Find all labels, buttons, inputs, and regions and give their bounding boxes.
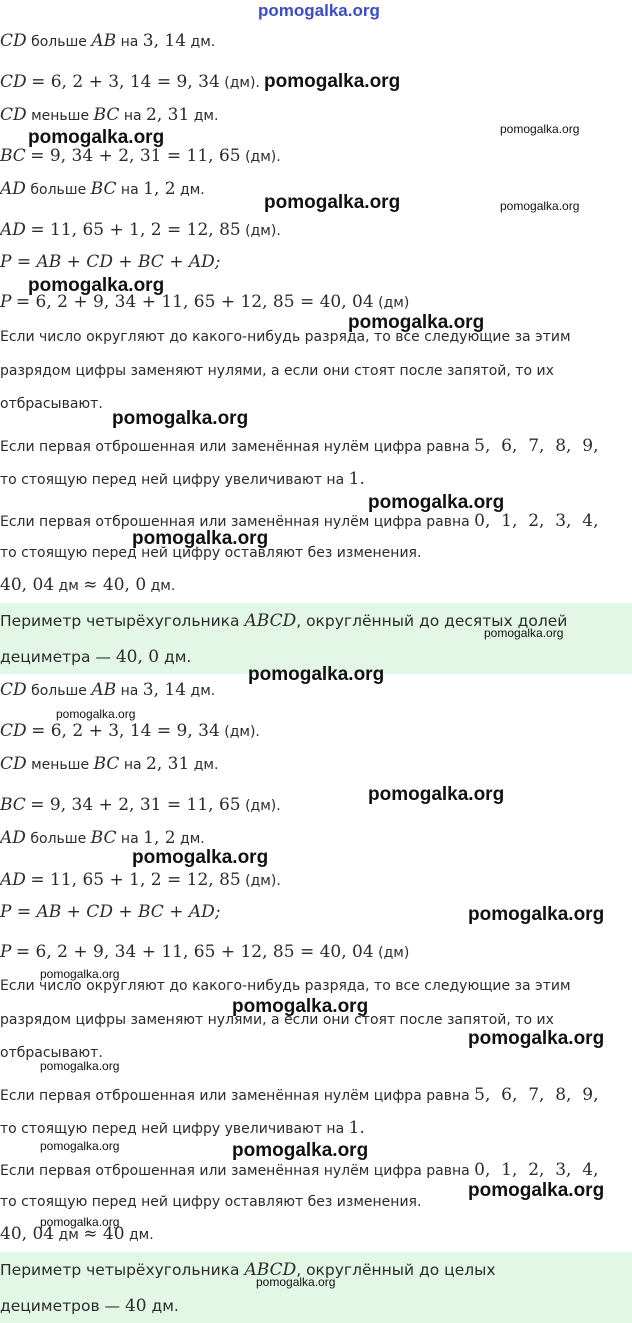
equation-line: BC = 9, 34 + 2, 31 = 11, 65 (дм).	[0, 795, 281, 815]
watermark: pomogalka.org	[368, 784, 505, 805]
equation-line: AD = 11, 65 + 1, 2 = 12, 85 (дм).	[0, 220, 281, 240]
watermark: pomogalka.org	[248, 664, 385, 685]
rule-text: отбрасывают.	[0, 396, 103, 412]
watermark: pomogalka.org	[468, 1180, 605, 1201]
top-watermark: pomogalka.org	[258, 1, 380, 20]
equation-line: AD = 11, 65 + 1, 2 = 12, 85 (дм).	[0, 870, 281, 890]
watermark: pomogalka.org	[132, 528, 269, 549]
equation-line: CD = 6, 2 + 3, 14 = 9, 34 (дм).	[0, 72, 260, 92]
watermark: pomogalka.org	[112, 408, 249, 429]
equation-line: P = 6, 2 + 9, 34 + 11, 65 + 12, 85 = 40, 04 (дм)	[0, 292, 410, 312]
watermark: pomogalka.org	[264, 192, 401, 213]
watermark: pomogalka.org	[500, 122, 580, 136]
rule-text: отбрасывают.	[0, 1045, 103, 1061]
rule-text: Если первая отброшенная или заменённая нулём цифра равна 0, 1, 2, 3, 4,	[0, 511, 599, 531]
answer-text: Периметр четырёхугольника ABCD, округлённый до целых	[0, 1260, 496, 1280]
watermark: pomogalka.org	[368, 492, 505, 513]
rule-text: разрядом цифры заменяют нулями, а если они стоят после запятой, то их	[0, 363, 554, 379]
watermark: pomogalka.org	[28, 127, 165, 148]
rule-text: Если первая отброшенная или заменённая нулём цифра равна 5, 6, 7, 8, 9,	[0, 1085, 599, 1105]
text-line: CD меньше BC на 2, 31 дм.	[0, 754, 219, 774]
answer-text: Периметр четырёхугольника ABCD, округлённый до десятых долей	[0, 611, 568, 631]
watermark: pomogalka.org	[40, 967, 120, 981]
equation-line: CD = 6, 2 + 3, 14 = 9, 34 (дм).	[0, 721, 260, 741]
text-line: AD больше BC на 1, 2 дм.	[0, 179, 205, 199]
watermark: pomogalka.org	[40, 1215, 120, 1229]
rule-text: разрядом цифры заменяют нулями, а если они стоят после запятой, то их	[0, 1012, 554, 1028]
text-line: CD больше AB на 3, 14 дм.	[0, 680, 216, 700]
watermark: pomogalka.org	[40, 1139, 120, 1153]
watermark: pomogalka.org	[28, 275, 165, 296]
approx-line: 40, 04 дм ≈ 40 дм.	[0, 1224, 154, 1244]
text-line: CD больше AB на 3, 14 дм.	[0, 31, 216, 51]
rule-text: Если число округляют до какого-нибудь разряда, то все следующие за этим	[0, 978, 571, 994]
equation-line: P = AB + CD + BC + AD;	[0, 252, 221, 272]
watermark: pomogalka.org	[484, 626, 564, 640]
equation-line: P = AB + CD + BC + AD;	[0, 902, 221, 922]
equation-line: P = 6, 2 + 9, 34 + 11, 65 + 12, 85 = 40, 04 (дм)	[0, 942, 410, 962]
answer-text: дециметров — 40 дм.	[0, 1296, 179, 1316]
watermark: pomogalka.org	[500, 199, 580, 213]
text-line: CD меньше BC на 2, 31 дм.	[0, 105, 219, 125]
rule-text: Если первая отброшенная или заменённая нулём цифра равна 0, 1, 2, 3, 4,	[0, 1160, 599, 1180]
watermark: pomogalka.org	[468, 904, 605, 925]
text-line: AD больше BC на 1, 2 дм.	[0, 828, 205, 848]
answer-text: дециметра — 40, 0 дм.	[0, 647, 192, 667]
rule-text: то стоящую перед ней цифру оставляют без изменения.	[0, 545, 422, 561]
rule-text: Если число округляют до какого-нибудь разряда, то все следующие за этим	[0, 329, 571, 345]
watermark: pomogalka.org	[264, 71, 401, 92]
watermark: pomogalka.org	[468, 1028, 605, 1049]
watermark: pomogalka.org	[232, 1140, 369, 1161]
rule-text: то стоящую перед ней цифру увеличивают на 1.	[0, 1118, 365, 1138]
watermark: pomogalka.org	[40, 1059, 120, 1073]
rule-text: то стоящую перед ней цифру оставляют без изменения.	[0, 1194, 422, 1210]
watermark: pomogalka.org	[348, 312, 485, 333]
rule-text: Если первая отброшенная или заменённая нулём цифра равна 5, 6, 7, 8, 9,	[0, 436, 599, 456]
equation-line: BC = 9, 34 + 2, 31 = 11, 65 (дм).	[0, 146, 281, 166]
watermark: pomogalka.org	[56, 707, 136, 721]
watermark: pomogalka.org	[256, 1275, 336, 1289]
approx-line: 40, 04 дм ≈ 40, 0 дм.	[0, 575, 176, 595]
rule-text: то стоящую перед ней цифру увеличивают на 1.	[0, 469, 365, 489]
watermark: pomogalka.org	[132, 847, 269, 868]
watermark: pomogalka.org	[232, 996, 369, 1017]
